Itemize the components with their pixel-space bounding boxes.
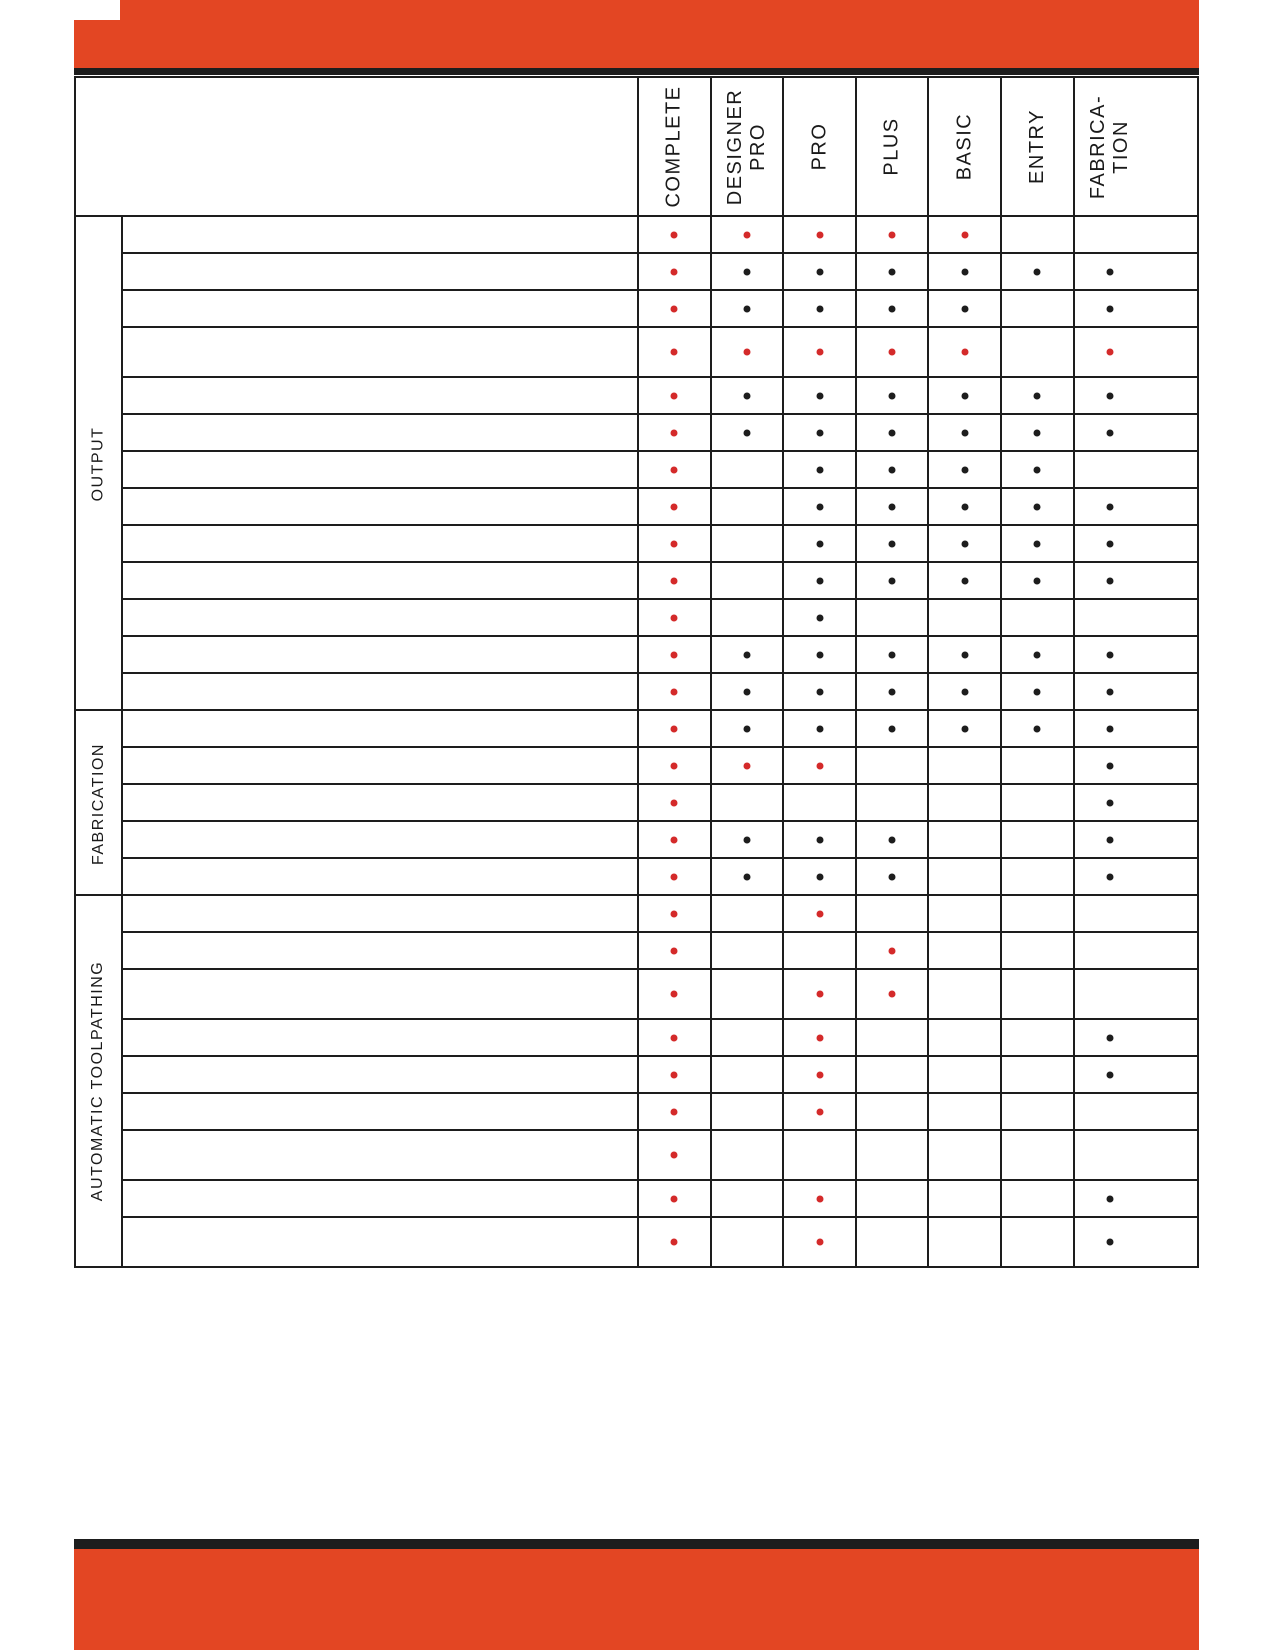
- feature-name-cell: [123, 415, 638, 450]
- availability-dot-complete: [671, 1195, 678, 1202]
- column-header-fabrication: [1074, 78, 1147, 215]
- availability-dot-pro: [816, 349, 823, 356]
- availability-dot-entry: [1034, 540, 1041, 547]
- column-header-label: COMPLETE: [662, 85, 685, 208]
- feature-name-cell: [123, 526, 638, 561]
- column-divider: [782, 78, 784, 1266]
- availability-dot-pro: [816, 392, 823, 399]
- availability-dot-complete: [671, 688, 678, 695]
- availability-dot-plus: [889, 540, 896, 547]
- availability-dot-entry: [1034, 503, 1041, 510]
- section-label-automatic-toolpathing: [76, 896, 121, 1266]
- availability-dot-pro: [816, 1239, 823, 1246]
- feature-name-cell: [123, 254, 638, 289]
- availability-dot-basic: [961, 466, 968, 473]
- availability-dot-designer_pro: [743, 429, 750, 436]
- header-banner: [74, 0, 1199, 68]
- availability-dot-entry: [1034, 392, 1041, 399]
- feature-name-cell: [123, 970, 638, 1018]
- availability-dot-plus: [889, 305, 896, 312]
- availability-dot-fabrication: [1106, 762, 1113, 769]
- column-header-label: PLUS: [880, 117, 903, 176]
- availability-dot-complete: [671, 873, 678, 880]
- column-divider: [1000, 78, 1002, 1266]
- availability-dot-complete: [671, 305, 678, 312]
- availability-dot-designer_pro: [743, 349, 750, 356]
- feature-name-cell: [123, 291, 638, 326]
- availability-dot-pro: [816, 231, 823, 238]
- availability-dot-basic: [961, 540, 968, 547]
- availability-dot-complete: [671, 540, 678, 547]
- column-header-designer_pro: [711, 78, 784, 215]
- header-rule: [74, 68, 1199, 75]
- availability-dot-designer_pro: [743, 688, 750, 695]
- column-divider: [927, 78, 929, 1266]
- availability-dot-entry: [1034, 725, 1041, 732]
- feature-name-cell: [123, 1094, 638, 1129]
- availability-dot-complete: [671, 1108, 678, 1115]
- availability-dot-basic: [961, 651, 968, 658]
- availability-dot-pro: [816, 688, 823, 695]
- availability-dot-designer_pro: [743, 873, 750, 880]
- availability-dot-basic: [961, 429, 968, 436]
- availability-dot-complete: [671, 1239, 678, 1246]
- availability-dot-fabrication: [1106, 503, 1113, 510]
- availability-dot-basic: [961, 392, 968, 399]
- availability-dot-pro: [816, 1034, 823, 1041]
- availability-dot-complete: [671, 651, 678, 658]
- availability-dot-complete: [671, 268, 678, 275]
- availability-dot-plus: [889, 836, 896, 843]
- availability-dot-pro: [816, 466, 823, 473]
- availability-dot-complete: [671, 349, 678, 356]
- availability-dot-pro: [816, 836, 823, 843]
- column-divider: [1073, 78, 1075, 1266]
- availability-dot-complete: [671, 910, 678, 917]
- availability-dot-pro: [816, 268, 823, 275]
- availability-dot-fabrication: [1106, 577, 1113, 584]
- availability-dot-plus: [889, 429, 896, 436]
- availability-dot-basic: [961, 349, 968, 356]
- availability-dot-fabrication: [1106, 725, 1113, 732]
- availability-dot-fabrication: [1106, 392, 1113, 399]
- availability-dot-plus: [889, 268, 896, 275]
- availability-dot-fabrication: [1106, 349, 1113, 356]
- availability-dot-plus: [889, 651, 896, 658]
- column-header-label: DESIGNER PRO: [723, 88, 769, 205]
- feature-name-cell: [123, 711, 638, 746]
- availability-dot-fabrication: [1106, 429, 1113, 436]
- availability-dot-complete: [671, 836, 678, 843]
- availability-dot-designer_pro: [743, 651, 750, 658]
- availability-dot-complete: [671, 725, 678, 732]
- feature-name-cell: [123, 600, 638, 635]
- feature-name-cell: [123, 489, 638, 524]
- availability-dot-plus: [889, 577, 896, 584]
- availability-dot-basic: [961, 688, 968, 695]
- availability-dot-pro: [816, 762, 823, 769]
- availability-dot-plus: [889, 688, 896, 695]
- column-header-complete: [638, 78, 711, 215]
- availability-dot-complete: [671, 392, 678, 399]
- availability-dot-pro: [816, 614, 823, 621]
- availability-dot-complete: [671, 466, 678, 473]
- feature-name-cell: [123, 563, 638, 598]
- section-label-text: AUTOMATIC TOOLPATHING: [89, 960, 107, 1202]
- feature-name-cell: [123, 674, 638, 709]
- availability-dot-fabrication: [1106, 651, 1113, 658]
- feature-comparison-table: [74, 76, 1199, 1268]
- feature-name-cell: [123, 1020, 638, 1055]
- column-header-label: BASIC: [953, 112, 976, 181]
- availability-dot-plus: [889, 349, 896, 356]
- availability-dot-fabrication: [1106, 799, 1113, 806]
- footer-banner: [74, 1549, 1199, 1650]
- footer-rule: [74, 1539, 1199, 1549]
- availability-dot-plus: [889, 725, 896, 732]
- feature-name-cell: [123, 1131, 638, 1179]
- availability-dot-entry: [1034, 268, 1041, 275]
- feature-name-cell: [123, 452, 638, 487]
- column-header-label: ENTRY: [1025, 109, 1048, 184]
- availability-dot-pro: [816, 991, 823, 998]
- feature-name-cell: [123, 217, 638, 252]
- availability-dot-basic: [961, 725, 968, 732]
- availability-dot-complete: [671, 1071, 678, 1078]
- availability-dot-complete: [671, 614, 678, 621]
- availability-dot-fabrication: [1106, 540, 1113, 547]
- availability-dot-complete: [671, 1034, 678, 1041]
- availability-dot-fabrication: [1106, 1239, 1113, 1246]
- section-label-output: [76, 217, 121, 711]
- availability-dot-complete: [671, 762, 678, 769]
- availability-dot-complete: [671, 947, 678, 954]
- availability-dot-complete: [671, 231, 678, 238]
- column-divider: [855, 78, 857, 1266]
- availability-dot-fabrication: [1106, 688, 1113, 695]
- column-header-pro: [783, 78, 856, 215]
- availability-dot-entry: [1034, 466, 1041, 473]
- availability-dot-fabrication: [1106, 1195, 1113, 1202]
- feature-name-cell: [123, 1181, 638, 1216]
- section-label-fabrication: [76, 711, 121, 896]
- column-header-plus: [856, 78, 929, 215]
- availability-dot-complete: [671, 577, 678, 584]
- availability-dot-plus: [889, 873, 896, 880]
- feature-name-cell: [123, 1057, 638, 1092]
- feature-name-cell: [123, 785, 638, 820]
- availability-dot-basic: [961, 268, 968, 275]
- column-divider: [637, 78, 639, 1266]
- column-header-entry: [1001, 78, 1074, 215]
- availability-dot-pro: [816, 1108, 823, 1115]
- availability-dot-complete: [671, 799, 678, 806]
- section-column-divider: [121, 215, 123, 1266]
- availability-dot-complete: [671, 991, 678, 998]
- availability-dot-designer_pro: [743, 392, 750, 399]
- availability-dot-fabrication: [1106, 1071, 1113, 1078]
- availability-dot-basic: [961, 305, 968, 312]
- availability-dot-basic: [961, 577, 968, 584]
- availability-dot-complete: [671, 429, 678, 436]
- availability-dot-designer_pro: [743, 268, 750, 275]
- availability-dot-plus: [889, 392, 896, 399]
- header-notch: [74, 0, 120, 20]
- availability-dot-designer_pro: [743, 762, 750, 769]
- feature-name-cell: [123, 748, 638, 783]
- availability-dot-entry: [1034, 429, 1041, 436]
- availability-dot-pro: [816, 540, 823, 547]
- feature-name-cell: [123, 896, 638, 931]
- feature-name-cell: [123, 378, 638, 413]
- feature-name-cell: [123, 859, 638, 894]
- availability-dot-pro: [816, 305, 823, 312]
- availability-dot-complete: [671, 503, 678, 510]
- availability-dot-designer_pro: [743, 231, 750, 238]
- availability-dot-designer_pro: [743, 836, 750, 843]
- availability-dot-pro: [816, 873, 823, 880]
- availability-dot-pro: [816, 910, 823, 917]
- availability-dot-pro: [816, 1195, 823, 1202]
- section-label-text: OUTPUT: [89, 426, 107, 502]
- availability-dot-fabrication: [1106, 873, 1113, 880]
- availability-dot-fabrication: [1106, 1034, 1113, 1041]
- feature-name-cell: [123, 328, 638, 376]
- feature-name-cell: [123, 933, 638, 968]
- availability-dot-fabrication: [1106, 836, 1113, 843]
- availability-dot-pro: [816, 503, 823, 510]
- availability-dot-fabrication: [1106, 305, 1113, 312]
- availability-dot-pro: [816, 1071, 823, 1078]
- availability-dot-entry: [1034, 577, 1041, 584]
- availability-dot-basic: [961, 231, 968, 238]
- availability-dot-plus: [889, 991, 896, 998]
- column-header-label: PRO: [807, 122, 830, 171]
- availability-dot-pro: [816, 429, 823, 436]
- availability-dot-plus: [889, 466, 896, 473]
- availability-dot-pro: [816, 651, 823, 658]
- feature-name-cell: [123, 637, 638, 672]
- availability-dot-plus: [889, 947, 896, 954]
- availability-dot-designer_pro: [743, 305, 750, 312]
- section-label-text: FABRICATION: [89, 742, 107, 865]
- column-divider: [710, 78, 712, 1266]
- availability-dot-entry: [1034, 688, 1041, 695]
- availability-dot-entry: [1034, 651, 1041, 658]
- availability-dot-plus: [889, 503, 896, 510]
- availability-dot-basic: [961, 503, 968, 510]
- availability-dot-pro: [816, 577, 823, 584]
- availability-dot-designer_pro: [743, 725, 750, 732]
- availability-dot-complete: [671, 1152, 678, 1159]
- column-header-label: FABRICA- TION: [1086, 94, 1132, 199]
- availability-dot-pro: [816, 725, 823, 732]
- availability-dot-fabrication: [1106, 268, 1113, 275]
- feature-name-cell: [123, 822, 638, 857]
- feature-name-cell: [123, 1218, 638, 1266]
- availability-dot-plus: [889, 231, 896, 238]
- column-header-basic: [928, 78, 1001, 215]
